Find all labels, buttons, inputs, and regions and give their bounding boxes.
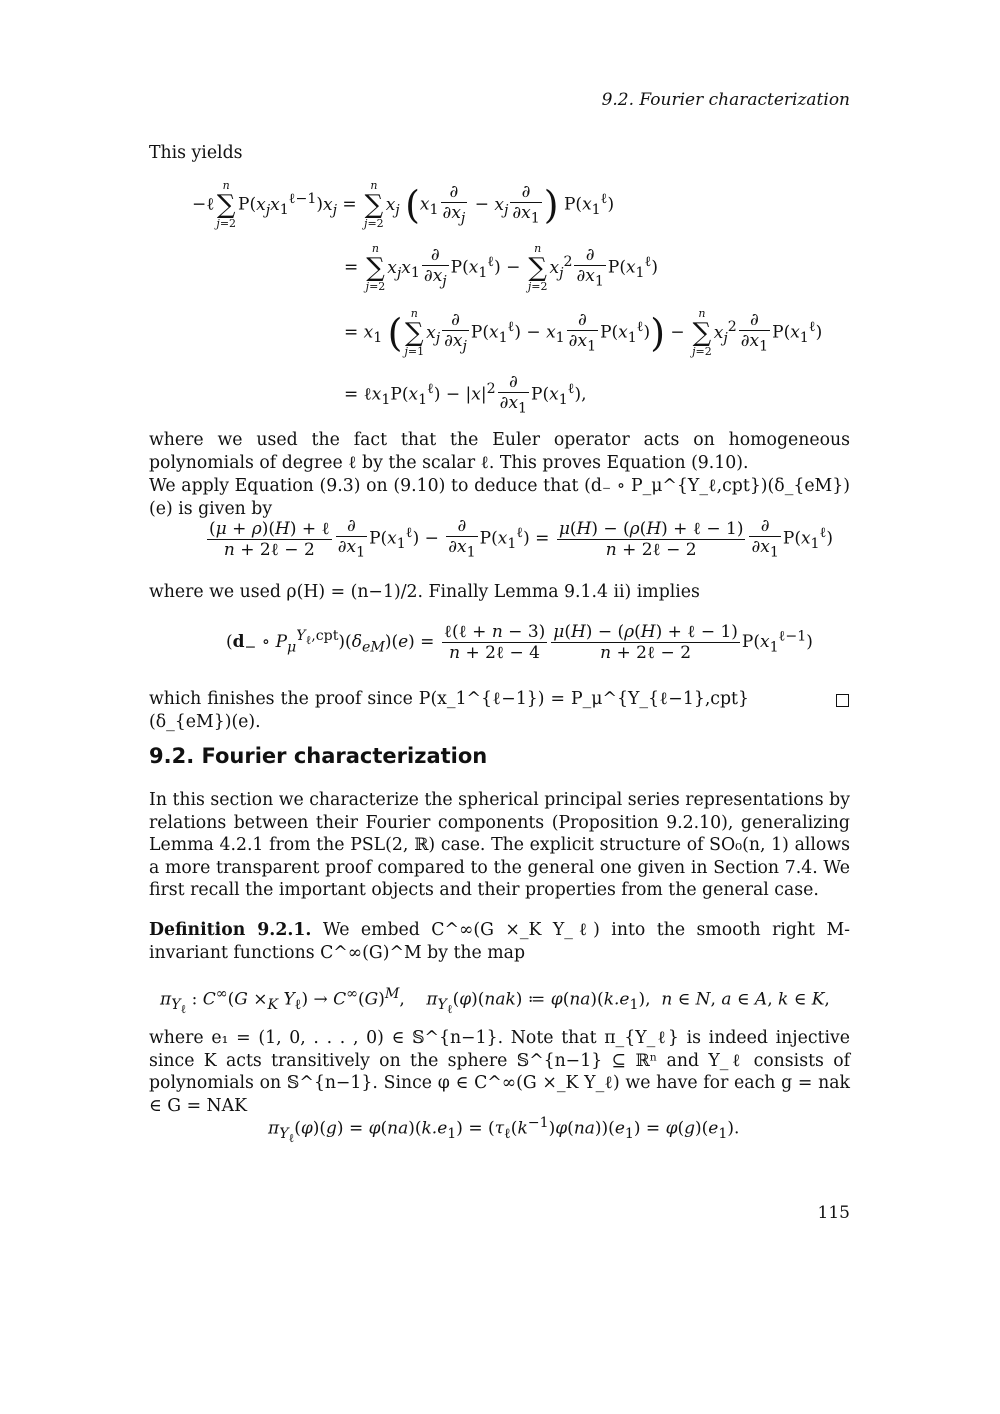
section-number: 9.2. <box>149 744 195 768</box>
running-header: 9.2. Fourier characterization <box>601 90 850 110</box>
definition-label: Definition 9.2.1. <box>149 920 312 940</box>
equation-1-line-2: = n ∑ j=2 $x_jx_1$ $\frac{\partial}{\partial x_j}$ $P(x_1^\ell)$ − n ∑ j=2 $x_j^2$ $\frac{\partial}{\partial x_1}$ $P(x_1^\ell)$ <box>344 242 658 293</box>
equation-1-line-1: −ℓ n ∑ j=2 $P(x_jx_1^{\ell-1})x_j$ = n ∑ j=2 $x_j$ ($x_1$ $\frac{\partial}{\partial x_j}$ − $x_j$ $\frac{\partial}{\partial x_1}$ ) $P(x_1^\ell)$ <box>192 179 615 230</box>
section-title: Fourier characterization <box>201 744 488 768</box>
page-number: 115 <box>817 1203 850 1223</box>
equation-2: $\frac{\text{(μ + ρ)(H) + ℓ}}{\text{n + 2ℓ − 2}}$ $\frac{\partial}{\partial x_1}$ $P(x_1^\ell)$ − $\frac{\partial}{\partial x_1}$ $P(x_1^\ell)$ = $\frac{\text{μ(H) − (ρ(H) + ℓ − 1)}}{\text{n + 2ℓ − 2}}$ $\frac{\partial}{\partial x_1}$ $P(x_1^\ell)$ <box>209 516 833 561</box>
equation-4: $\pi_{Y_\ell}$ : $C^\infty(G \times_K$ $Y_\ell) \to C^\infty(G)^M$, $\pi_{Y_\ell}(\varphi)(nak)$ ≔ $\varphi(na)(k.e_1)$, n ∈ N, a ∈ A, k ∈ K, <box>160 986 830 1016</box>
paragraph-rho: where we used ρ(H) = (n−1)/2. Finally Lemma 9.1.4 ii) implies <box>149 582 700 602</box>
definition-text: We embed C^∞(G ×_K Y_ℓ) into the smooth right M-invariant functions C^∞(G)^M by the map <box>149 920 850 963</box>
qed-square <box>836 694 849 707</box>
equation-5: $\pi_{Y_\ell}(\varphi)(g) = \varphi(na)(k.e_1) = (\tau_\ell(k^{-1})\varphi(na))(e_1) = \varphi(g)(e_1)$. <box>268 1115 740 1145</box>
paragraph-euler: where we used the fact that the Euler operator acts on homogeneous polynomials of degree ℓ by the scalar ℓ. This proves Equation (9.10). <box>149 430 850 473</box>
paragraph-section-intro: In this section we characterize the spherical principal series representations by relations between their Fourier components (Proposition 9.2.10), generalizing Lemma 4.2.1 from the PSL(2, ℝ) case. The explicit structure of SO₀(n, 1) allows a more transparent proof compared to the general one given in Section 7.4. We first recall the important objects and their properties from the general case. <box>149 790 850 900</box>
intro-text: This yields <box>149 143 243 163</box>
paragraph-apply: We apply Equation (9.3) on (9.10) to deduce that (d₋ ∘ P_μ^{Y_ℓ,cpt})(δ_{eM})(e) is given by <box>149 476 850 519</box>
definition <box>149 919 850 964</box>
equation-3: ($d_-$ ∘ $P_\mu^{Y_\ell,cpt})(\delta_{eM})(e)$ = $\frac{\text{ℓ(ℓ + n − 3)}}{\text{n + 2ℓ − 4}}$ $\frac{\text{μ(H) − (ρ(H) + ℓ − 1)}}{\text{n + 2ℓ − 2}}$ $P(x_1^{\ell-1})$ <box>226 622 813 663</box>
paragraph-finish: which finishes the proof since P(x_1^{ℓ−1}) = P_μ^{Y_{ℓ−1},cpt}(δ_{eM})(e). <box>149 689 749 732</box>
equation-1-line-3: = $x_1$ ( n ∑ j=1 $x_j$ $\frac{\partial}{\partial x_j}$ $P(x_1^\ell) - x_1$ $\frac{\partial}{\partial x_1}$ $P(x_1^\ell)$) − n ∑ j=2 $x_j^2$ $\frac{\partial}{\partial x_1}$ $P(x_1^\ell)$ <box>344 307 823 358</box>
equation-1-line-4: = $\ell x_1P(x_1^\ell) - |x|^2$ $\frac{\partial}{\partial x_1}$ $P(x_1^\ell)$, <box>344 372 587 417</box>
paragraph-where-e1: where e₁ = (1, 0, . . . , 0) ∈ 𝕊^{n−1}. Note that π_{Y_ℓ} is indeed injective since K acts transitively on the sphere 𝕊^{n−1} ⊆ ℝⁿ and Y_ℓ consists of polynomials on 𝕊^{n−1}. Since φ ∈ C^∞(G ×_K Y_ℓ) we have for each g = nak ∈ G = NAK <box>149 1028 850 1116</box>
section-heading <box>149 744 487 768</box>
